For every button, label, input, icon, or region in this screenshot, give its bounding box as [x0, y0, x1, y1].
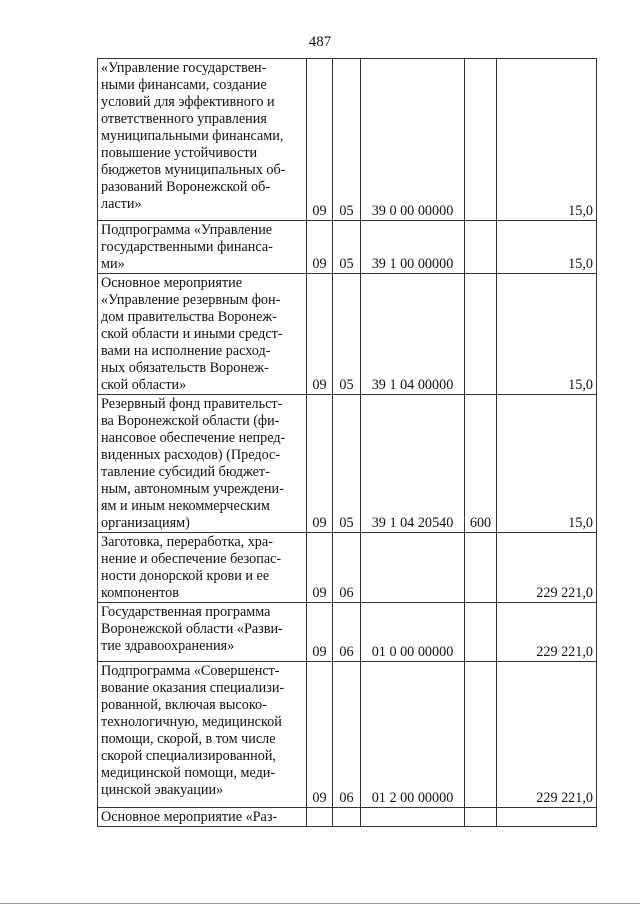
section-code-cell: 09	[307, 533, 333, 603]
amount-cell: 15,0	[497, 59, 597, 221]
row-name-text: Основное мероприятие «Раз-	[101, 809, 278, 825]
subsection-code-cell	[333, 808, 361, 827]
section-code-cell	[307, 808, 333, 827]
subsection-code-cell: 05	[333, 395, 361, 533]
row-name-cell	[98, 533, 307, 603]
row-name-text: Заготовка, переработка, хра- нение и обеспечение безопас- ности донорской крови и ее компонентов	[101, 534, 282, 601]
expense-type-cell	[465, 603, 497, 662]
row-name-cell	[98, 395, 307, 533]
target-article-cell: 01 0 00 00000	[361, 603, 465, 662]
table-row	[98, 274, 597, 395]
amount-cell: 15,0	[497, 395, 597, 533]
row-name-cell	[98, 808, 307, 827]
target-article-cell: 39 1 04 20540	[361, 395, 465, 533]
subsection-code-cell: 06	[333, 603, 361, 662]
row-name-text: Государственная программа Воронежской области «Разви- тие здравоохранения»	[101, 604, 283, 654]
row-name-text: Подпрограмма «Совершенст- вование оказания специализи- рованной, включая высоко- технологичную, медицинской помощи, скорой, в том числе скорой специализированной, медицинской помощи, меди- цинской эвакуации»	[101, 663, 285, 798]
subsection-code-cell: 06	[333, 533, 361, 603]
page-number: 487	[308, 34, 332, 50]
expense-type-cell	[465, 808, 497, 827]
subsection-code-cell: 05	[333, 59, 361, 221]
table-row	[98, 533, 597, 603]
target-article-cell: 39 1 00 00000	[361, 221, 465, 274]
row-name-cell	[98, 603, 307, 662]
target-article-cell: 01 2 00 00000	[361, 662, 465, 808]
section-code-cell: 09	[307, 395, 333, 533]
section-code-cell: 09	[307, 662, 333, 808]
subsection-code-cell: 05	[333, 221, 361, 274]
target-article-cell: 39 0 00 00000	[361, 59, 465, 221]
expense-type-cell: 600	[465, 395, 497, 533]
target-article-cell	[361, 533, 465, 603]
expense-type-cell	[465, 662, 497, 808]
row-name-cell	[98, 221, 307, 274]
row-name-cell	[98, 662, 307, 808]
row-name-text: Резервный фонд правительст- ва Воронежской области (фи- нансовое обеспечение непред- виденных расходов) (Предос- тавление субсидий бюджет- ным, автономным учреждени- ям и иным некоммерческим организациям)	[101, 396, 286, 531]
subsection-code-cell: 05	[333, 274, 361, 395]
row-name-cell	[98, 274, 307, 395]
budget-table	[97, 58, 597, 827]
section-code-cell: 09	[307, 221, 333, 274]
amount-cell: 229 221,0	[497, 603, 597, 662]
table-row	[98, 59, 597, 221]
amount-cell: 229 221,0	[497, 533, 597, 603]
row-name-cell	[98, 59, 307, 221]
table-row	[98, 221, 597, 274]
table-row	[98, 662, 597, 808]
budget-table-body	[98, 59, 597, 827]
expense-type-cell	[465, 533, 497, 603]
amount-cell	[497, 808, 597, 827]
section-code-cell: 09	[307, 274, 333, 395]
row-name-text: Основное мероприятие «Управление резервным фон- дом правительства Воронеж- ской области и иными средст- вами на исполнение расход- ных обязательств Воронеж- ской области»	[101, 275, 283, 393]
amount-cell: 229 221,0	[497, 662, 597, 808]
table-row	[98, 603, 597, 662]
row-name-text: «Управление государствен- ными финансами, создание условий для эффективного и ответственного управления муниципальными финансами, повышение устойчивости бюджетов муниципальных об- разований Воронежской об- ласти»	[101, 60, 286, 212]
subsection-code-cell: 06	[333, 662, 361, 808]
table-row	[98, 808, 597, 827]
table-row	[98, 395, 597, 533]
row-name-text: Подпрограмма «Управление государственными финанса- ми»	[101, 222, 273, 272]
target-article-cell	[361, 808, 465, 827]
target-article-cell: 39 1 04 00000	[361, 274, 465, 395]
amount-cell: 15,0	[497, 274, 597, 395]
expense-type-cell	[465, 274, 497, 395]
page-bottom-edge	[0, 903, 640, 904]
amount-cell: 15,0	[497, 221, 597, 274]
expense-type-cell	[465, 59, 497, 221]
section-code-cell: 09	[307, 603, 333, 662]
expense-type-cell	[465, 221, 497, 274]
section-code-cell: 09	[307, 59, 333, 221]
